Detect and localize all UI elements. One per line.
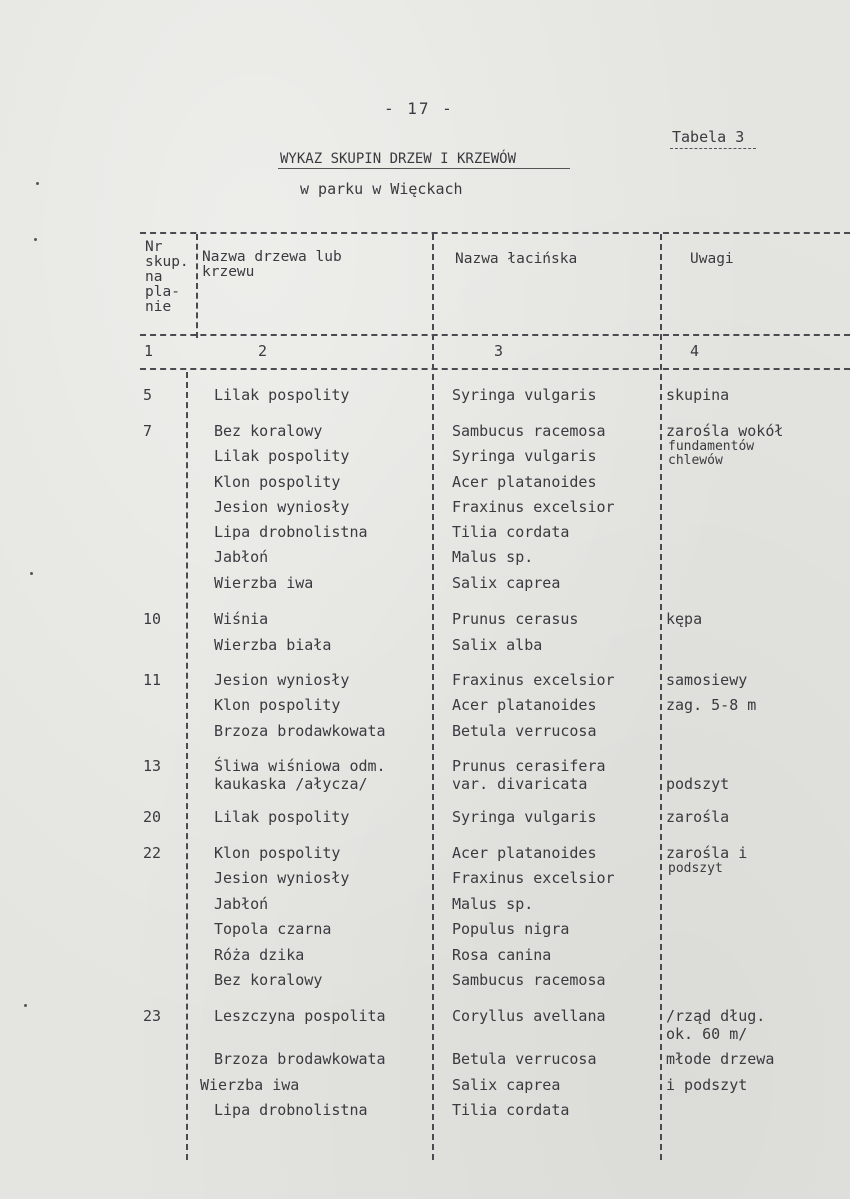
cell-latin: Acer platanoides <box>452 473 597 491</box>
header-col1-line: na <box>145 269 163 285</box>
cell-name: Jesion wyniosły <box>214 869 350 887</box>
cell-name: Śliwa wiśniowa odm. <box>214 757 386 775</box>
cell-name: Klon pospolity <box>214 844 341 862</box>
cell-note: zarośla i <box>666 844 748 862</box>
column-number-rule <box>140 368 850 370</box>
cell-name: Wierzba iwa <box>214 574 314 592</box>
cell-latin: Fraxinus excelsior <box>452 869 615 887</box>
cell-nr: 7 <box>143 422 153 440</box>
table-label: Tabela 3 <box>672 128 745 146</box>
column-divider <box>660 234 662 1160</box>
cell-latin: Syringa vulgaris <box>452 808 597 826</box>
cell-nr: 10 <box>143 610 162 628</box>
note-continuation-line: chlewów <box>668 453 723 468</box>
page-number: - 17 - <box>384 99 454 118</box>
column-number-3: 3 <box>494 342 504 360</box>
cell-name: Topola czarna <box>214 920 332 938</box>
cell-name: Wierzba biała <box>214 636 332 654</box>
cell-note: zarośla wokół <box>666 422 784 440</box>
cell-name: Jesion wyniosły <box>214 498 350 516</box>
cell-name: Lipa drobnolistna <box>214 523 368 541</box>
header-col3: Nazwa łacińska <box>455 251 578 267</box>
header-col2-line: Nazwa drzewa lub <box>202 249 342 265</box>
cell-note: samosiewy <box>666 671 748 689</box>
cell-name: Jesion wyniosły <box>214 671 350 689</box>
column-divider <box>186 372 188 1160</box>
table-top-rule <box>140 232 850 234</box>
header-col1-line: Nr <box>145 239 163 255</box>
header-col1-line: nie <box>145 299 172 315</box>
scan-speck <box>24 1004 27 1007</box>
cell-latin: Rosa canina <box>452 946 552 964</box>
cell-latin: Coryllus avellana <box>452 1007 606 1025</box>
header-col1-line: skup. <box>145 254 189 270</box>
cell-latin: Prunus cerasus <box>452 610 579 628</box>
cell-latin: Betula verrucosa <box>452 1050 597 1068</box>
cell-note: kępa <box>666 610 703 628</box>
cell-nr: 13 <box>143 757 162 775</box>
column-divider <box>196 234 198 338</box>
document-subtitle: w parku w Więckach <box>300 180 463 198</box>
cell-name: kaukaska /ałycza/ <box>214 775 368 793</box>
cell-latin: Salix caprea <box>452 1076 561 1094</box>
cell-nr: 22 <box>143 844 162 862</box>
cell-name: Lipa drobnolistna <box>214 1101 368 1119</box>
cell-latin: Malus sp. <box>452 548 534 566</box>
cell-name: Lilak pospolity <box>214 386 350 404</box>
cell-latin: Salix alba <box>452 636 543 654</box>
cell-latin: Sambucus racemosa <box>452 422 606 440</box>
document-title: WYKAZ SKUPIN DRZEW I KRZEWÓW <box>280 151 517 167</box>
note-continuation <box>668 862 723 876</box>
cell-nr: 5 <box>143 386 153 404</box>
cell-name: Leszczyna pospolita <box>214 1007 386 1025</box>
table-label-underline <box>670 148 756 149</box>
cell-note: zag. 5-8 m <box>666 696 757 714</box>
column-number-2: 2 <box>258 342 268 360</box>
cell-latin: Malus sp. <box>452 895 534 913</box>
cell-latin: Acer platanoides <box>452 844 597 862</box>
cell-name: Klon pospolity <box>214 473 341 491</box>
scan-speck <box>36 182 39 185</box>
cell-latin: Acer platanoides <box>452 696 597 714</box>
cell-latin: Syringa vulgaris <box>452 386 597 404</box>
cell-latin: Tilia cordata <box>452 1101 570 1119</box>
note-continuation-line: fundamentów <box>668 439 755 454</box>
header-col1-line: pla- <box>145 284 180 300</box>
cell-latin: Fraxinus excelsior <box>452 498 615 516</box>
header-col2 <box>202 250 342 280</box>
cell-note: skupina <box>666 386 730 404</box>
cell-note: podszyt <box>666 775 730 793</box>
cell-latin: Populus nigra <box>452 920 570 938</box>
cell-name: Wiśnia <box>214 610 269 628</box>
cell-note: młode drzewa <box>666 1050 775 1068</box>
cell-latin: var. divaricata <box>452 775 588 793</box>
cell-name: Lilak pospolity <box>214 808 350 826</box>
cell-latin: Fraxinus excelsior <box>452 671 615 689</box>
column-number-4: 4 <box>690 342 700 360</box>
cell-name: Brzoza brodawkowata <box>214 722 386 740</box>
header-col1 <box>145 240 189 315</box>
cell-note: ok. 60 m/ <box>666 1025 748 1043</box>
scan-speck <box>30 572 33 575</box>
cell-name: Brzoza brodawkowata <box>214 1050 386 1068</box>
cell-note: i podszyt <box>666 1076 748 1094</box>
cell-nr: 23 <box>143 1007 162 1025</box>
cell-latin: Syringa vulgaris <box>452 447 597 465</box>
cell-name: Wierzba iwa <box>200 1076 300 1094</box>
cell-note: zarośla <box>666 808 730 826</box>
cell-name: Klon pospolity <box>214 696 341 714</box>
cell-latin: Betula verrucosa <box>452 722 597 740</box>
cell-name: Jabłoń <box>214 895 269 913</box>
scan-speck <box>34 238 37 241</box>
note-continuation-line: podszyt <box>668 861 723 876</box>
cell-name: Jabłoń <box>214 548 269 566</box>
cell-nr: 11 <box>143 671 162 689</box>
cell-latin: Prunus cerasifera <box>452 757 606 775</box>
cell-name: Bez koralowy <box>214 422 323 440</box>
header-col2-line: krzewu <box>202 264 255 280</box>
cell-name: Bez koralowy <box>214 971 323 989</box>
cell-name: Lilak pospolity <box>214 447 350 465</box>
cell-latin: Tilia cordata <box>452 523 570 541</box>
title-underline <box>278 168 570 169</box>
column-number-1: 1 <box>144 342 154 360</box>
cell-name: Róża dzika <box>214 946 305 964</box>
header-col4: Uwagi <box>690 251 734 267</box>
cell-latin: Sambucus racemosa <box>452 971 606 989</box>
column-divider <box>432 234 434 1160</box>
cell-latin: Salix caprea <box>452 574 561 592</box>
header-bottom-rule <box>140 334 850 336</box>
cell-note: /rząd dług. <box>666 1007 766 1025</box>
cell-nr: 20 <box>143 808 162 826</box>
note-continuation <box>668 440 754 468</box>
